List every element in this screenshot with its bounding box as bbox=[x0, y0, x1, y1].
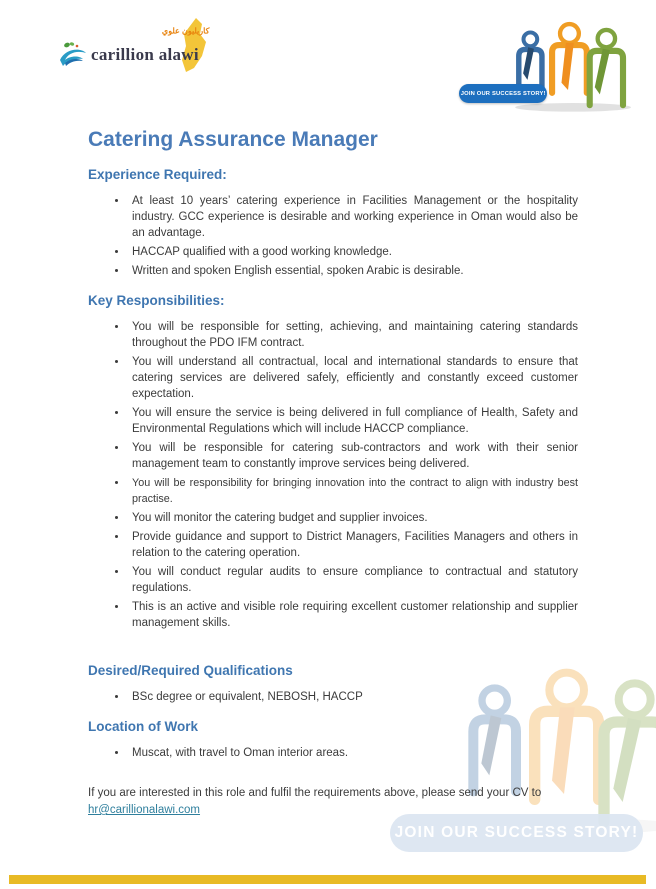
list-item: • You will be responsibility for bringing innovation into the contract to align with industry best practise. bbox=[128, 475, 578, 507]
list-item: • You will be responsible for catering sub-contractors and work with their senior management team to constantly improve services being delivered. bbox=[128, 440, 578, 472]
company-logo bbox=[58, 20, 238, 78]
email-link[interactable]: hr@carillionalawi.com bbox=[88, 804, 201, 816]
list-item: • You will understand all contractual, local and international standards to ensure that catering services are delivered safely, efficiently and constantly exceed customer expectation. bbox=[128, 354, 578, 402]
list-item: • Muscat, with travel to Oman interior areas. bbox=[128, 745, 578, 761]
section-heading-responsibilities: Key Responsibilities: bbox=[88, 293, 225, 308]
gold-footer-bar bbox=[9, 875, 646, 884]
logo-arabic-text: كاريليون علوي bbox=[161, 27, 210, 36]
list-item: • You will ensure the service is being delivered in full compliance of Health, Safety and Environmental Regulations which will include HACCP compliance. bbox=[128, 405, 578, 437]
responsibilities-list bbox=[88, 319, 578, 631]
success-story-banner-bottom bbox=[390, 814, 643, 852]
section-heading-qualifications: Desired/Required Qualifications bbox=[88, 663, 293, 678]
experience-list bbox=[88, 193, 578, 279]
closing-text: If you are interested in this role and fulfil the requirements above, please send your CV to bbox=[88, 787, 542, 799]
list-item: • You will be responsible for setting, achieving, and maintaining catering standards throughout the PDO IFM contract. bbox=[128, 319, 578, 351]
list-item: • At least 10 years’ catering experience in Facilities Management or the hospitality industry. GCC experience is desirable and working experience in Oman would also be an advantage. bbox=[128, 193, 578, 241]
location-list bbox=[88, 745, 578, 761]
list-item: • BSc degree or equivalent, NEBOSH, HACCP bbox=[128, 689, 578, 705]
list-item: • You will monitor the catering budget and supplier invoices. bbox=[128, 510, 578, 526]
list-item: • This is an active and visible role requiring excellent customer relationship and supplier management skills. bbox=[128, 599, 578, 631]
brand-name: carillion alawi bbox=[91, 45, 199, 64]
list-item: • HACCAP qualified with a good working knowledge. bbox=[128, 244, 578, 260]
section-heading-experience: Experience Required: bbox=[88, 167, 227, 182]
success-story-banner-bottom-label: JOIN OUR SUCCESS STORY! bbox=[394, 824, 639, 841]
list-item: • You will conduct regular audits to ensure compliance to contractual and statutory regulations. bbox=[128, 564, 578, 596]
success-story-banner-top bbox=[459, 84, 547, 103]
section-heading-location: Location of Work bbox=[88, 719, 198, 734]
success-story-banner-top-label: JOIN OUR SUCCESS STORY! bbox=[460, 90, 546, 97]
list-item: • Provide guidance and support to District Managers, Facilities Managers and others in relation to the catering operation. bbox=[128, 529, 578, 561]
list-item: • Written and spoken English essential, spoken Arabic is desirable. bbox=[128, 263, 578, 279]
job-posting-content bbox=[88, 128, 578, 819]
carillion-swoosh-icon bbox=[58, 40, 88, 70]
qualifications-list bbox=[88, 689, 578, 705]
page-title: Catering Assurance Manager bbox=[88, 128, 378, 151]
